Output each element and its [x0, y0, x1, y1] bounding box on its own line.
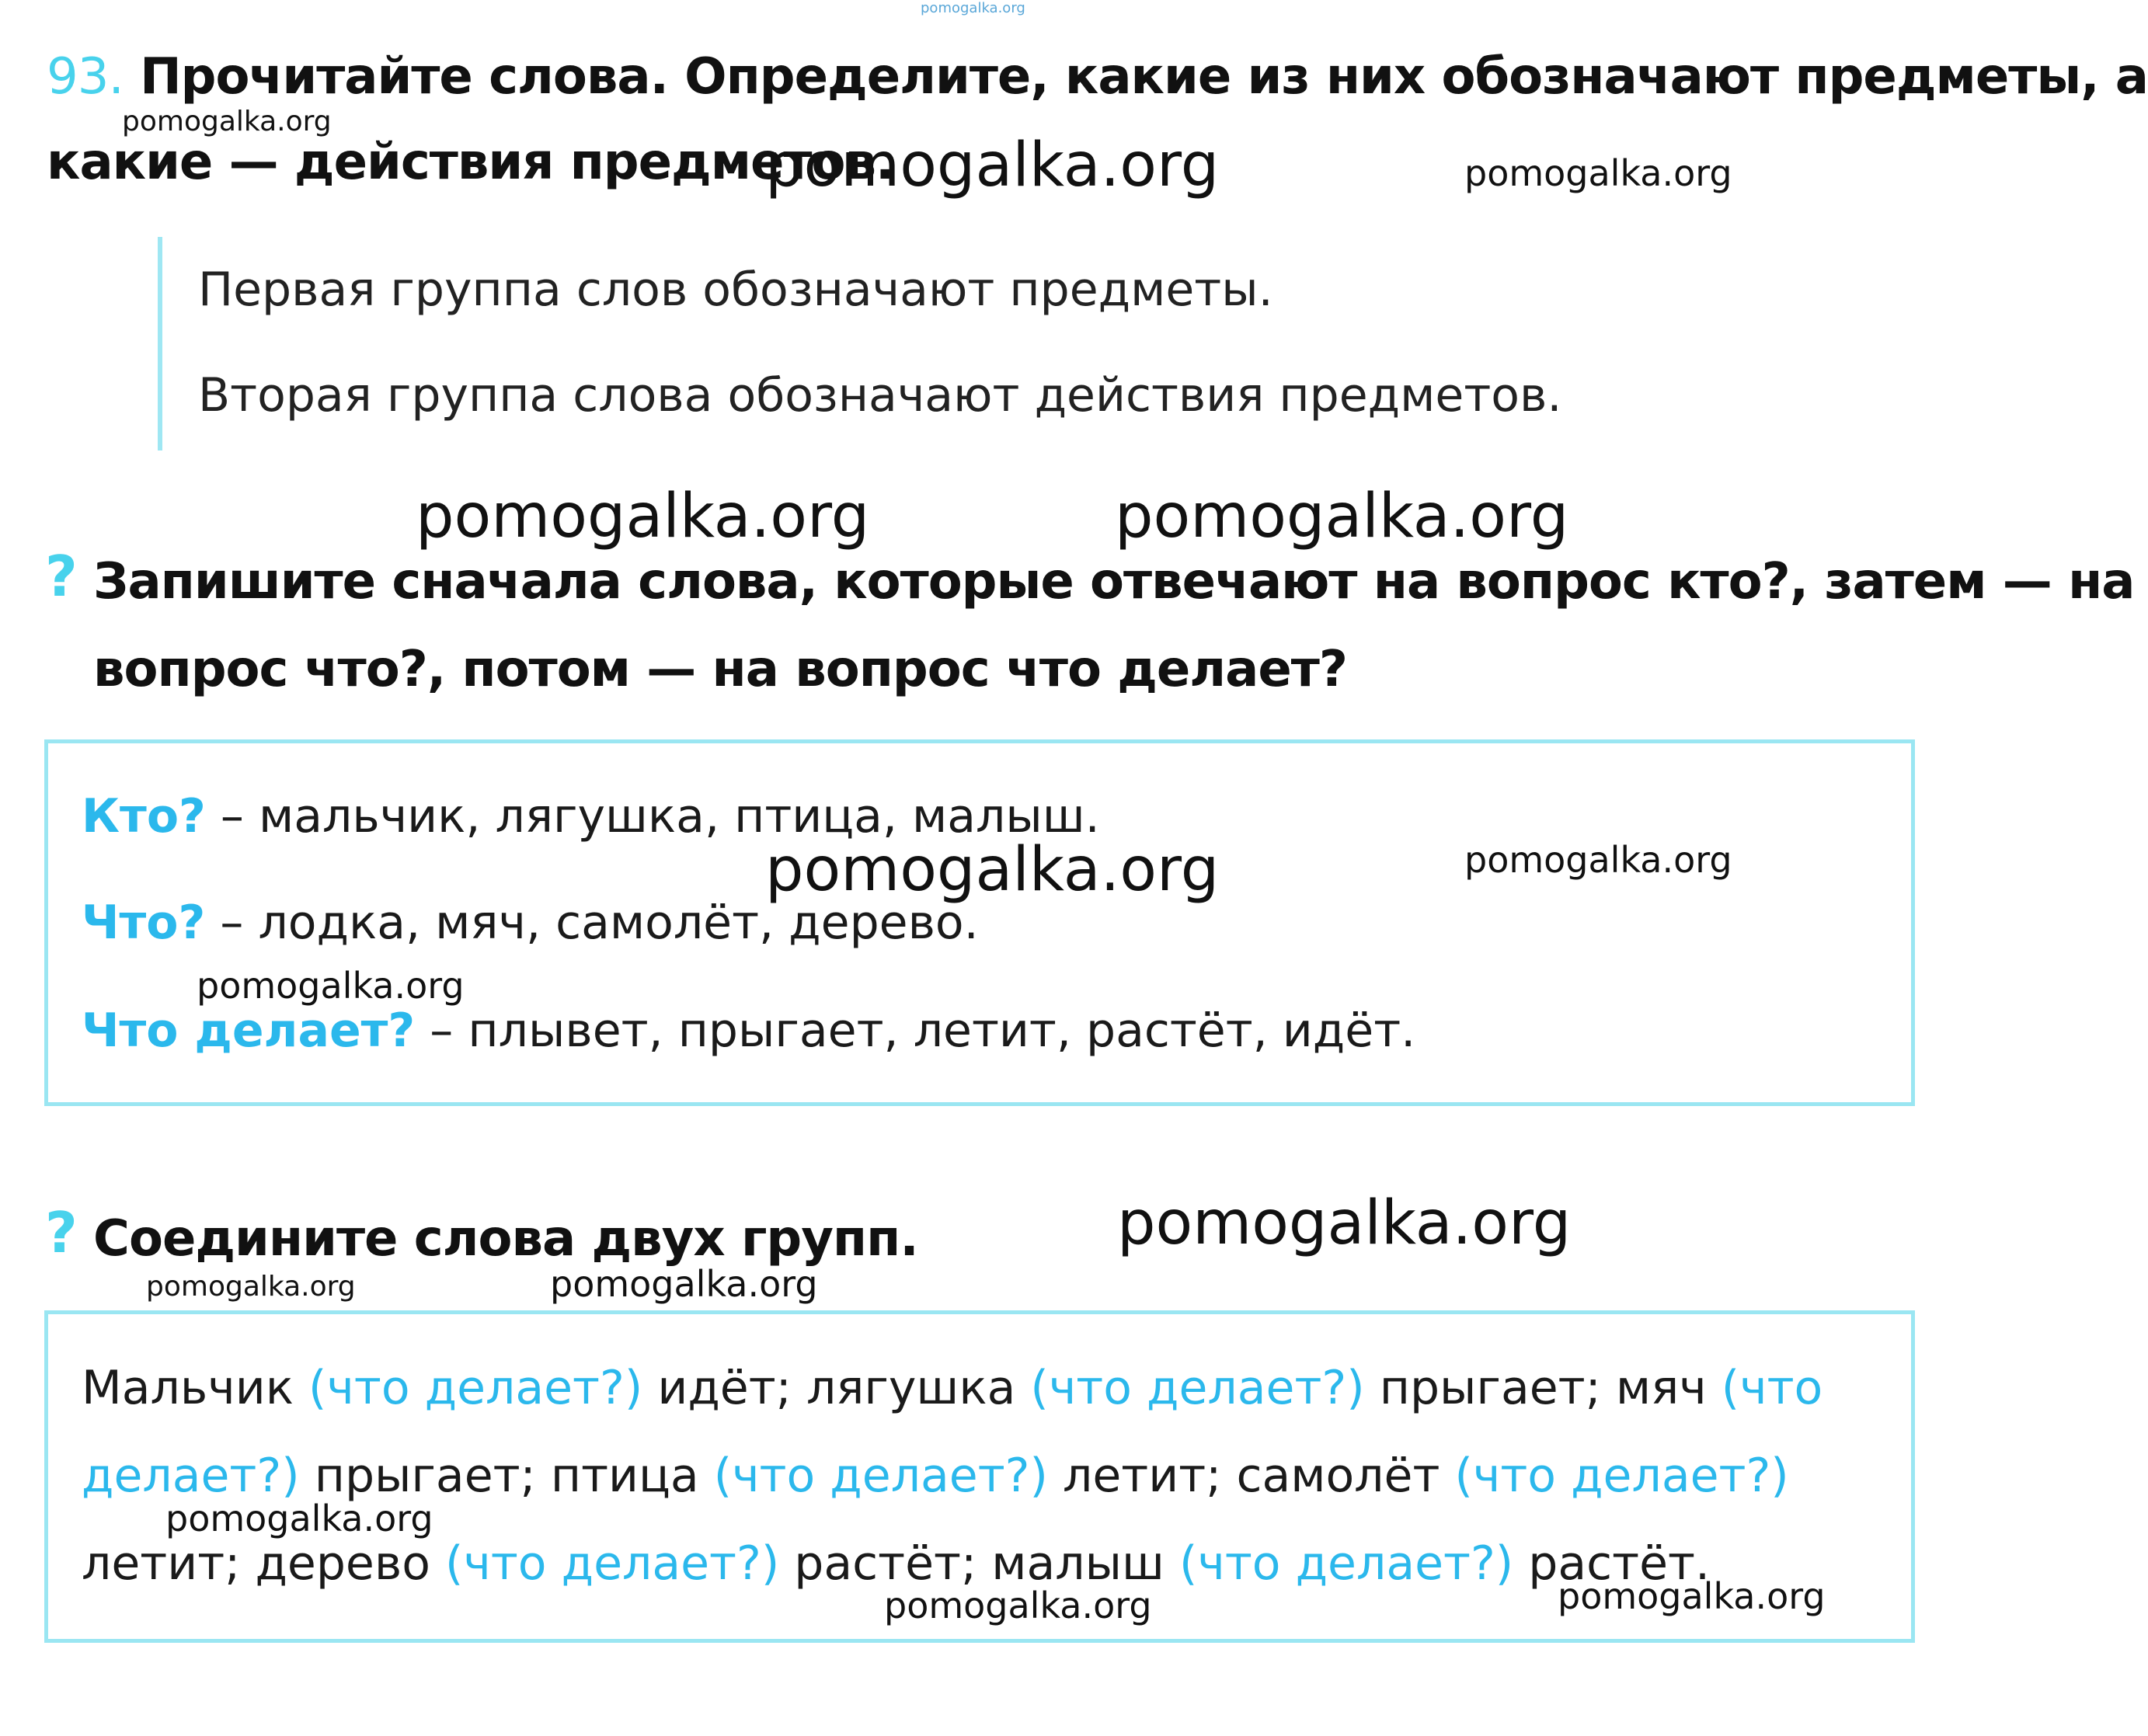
watermark: pomogalka.org	[197, 965, 465, 1007]
task-number: 93.	[47, 48, 124, 106]
question2-line2: вопрос что?, потом — на вопрос что делает?	[93, 641, 1347, 698]
watermark: pomogalka.org	[165, 1498, 433, 1539]
answer2-label-what: Что?	[82, 896, 206, 950]
question3-line1: Соедините слова двух групп.	[93, 1210, 918, 1268]
top-watermark: pomogalka.org	[921, 0, 1025, 16]
answer3-l2c: (что делает?)	[713, 1449, 1048, 1503]
answer1-left-rule	[158, 237, 162, 451]
answer2-label-who: Кто?	[82, 789, 206, 844]
answer2-text-who: – мальчик, лягушка, птица, малыш.	[205, 789, 1100, 844]
watermark: pomogalka.org	[765, 130, 1220, 200]
answer3-l1b: (что делает?)	[308, 1361, 643, 1415]
watermark: pomogalka.org	[1464, 152, 1732, 194]
watermark: pomogalka.org	[416, 482, 870, 551]
watermark: pomogalka.org	[1117, 1188, 1572, 1258]
answer3-line2	[82, 1449, 1789, 1503]
answer3-l3d: (что делает?)	[1178, 1536, 1514, 1591]
question2-line1: Запишите сначала слова, которые отвечают на вопрос кто?, затем — на	[93, 553, 2135, 611]
answer3-l1f: (что	[1721, 1361, 1823, 1415]
question2-mark-icon: ?	[45, 544, 78, 609]
task-title-line2: какие — действия предметов.	[47, 134, 894, 191]
task-title-text-1: Прочитайте слова. Определите, какие из них обозначают предметы, а	[140, 48, 2148, 106]
answer3-l3a: летит; дерево	[82, 1536, 445, 1591]
task-title-line1	[47, 48, 2148, 106]
watermark: pomogalka.org	[765, 835, 1220, 905]
answer3-l3c: растёт; малыш	[779, 1536, 1179, 1591]
watermark: pomogalka.org	[1464, 839, 1732, 881]
answer2-text-what: – лодка, мяч, самолёт, дерево.	[205, 896, 979, 950]
answer1-line1: Первая группа слов обозначают предметы.	[198, 263, 1273, 317]
answer3-l3b: (что делает?)	[445, 1536, 780, 1591]
answer2-row-does	[82, 1004, 1415, 1058]
answer3-l2e: (что делает?)	[1454, 1449, 1789, 1503]
question3-mark-icon: ?	[45, 1200, 78, 1265]
watermark: pomogalka.org	[884, 1585, 1152, 1626]
answer3-l1d: (что делает?)	[1030, 1361, 1365, 1415]
answer2-text-does: – плывет, прыгает, летит, растёт, идёт.	[415, 1004, 1416, 1058]
answer1-line2: Вторая группа слова обозначают действия предметов.	[198, 368, 1562, 423]
watermark: pomogalka.org	[1558, 1575, 1826, 1617]
watermark: pomogalka.org	[1115, 482, 1569, 551]
answer2-label-does: Что делает?	[82, 1004, 416, 1058]
answer3-line1	[82, 1361, 1822, 1415]
answer3-l2d: летит; самолёт	[1047, 1449, 1455, 1503]
watermark: pomogalka.org	[122, 106, 332, 137]
answer3-l2a: делает?)	[82, 1449, 300, 1503]
watermark: pomogalka.org	[550, 1263, 818, 1305]
answer3-line3	[82, 1536, 1710, 1591]
answer3-l1c: идёт; лягушка	[642, 1361, 1031, 1415]
watermark: pomogalka.org	[146, 1271, 356, 1303]
answer3-l1a: Мальчик	[82, 1361, 309, 1415]
answer3-l3e: растёт.	[1513, 1536, 1711, 1591]
answer3-l1e: прыгает; мяч	[1364, 1361, 1722, 1415]
answer3-l2b: прыгает; птица	[299, 1449, 714, 1503]
